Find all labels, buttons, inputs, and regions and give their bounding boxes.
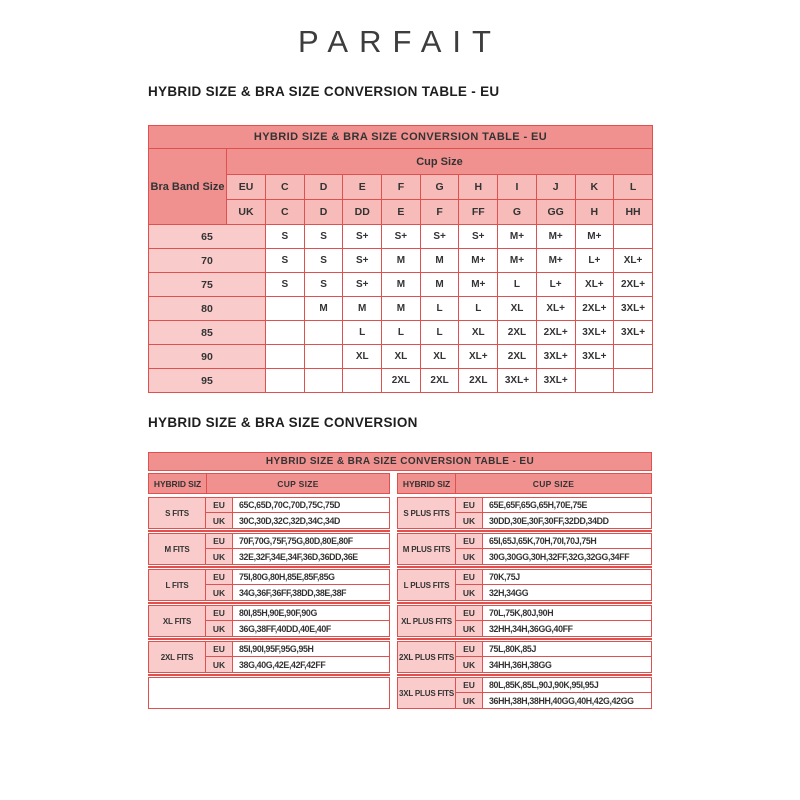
region-label-eu: EU <box>456 678 483 693</box>
size-group <box>148 605 390 637</box>
cup-letter-cell: F <box>420 200 459 225</box>
size-cell: M <box>382 249 421 273</box>
region-label-uk: UK <box>206 549 233 564</box>
size-group <box>148 569 390 601</box>
size-cell: 3XL+ <box>575 321 614 345</box>
size-cell: S <box>304 225 343 249</box>
band-size-cell: 70 <box>149 249 266 273</box>
size-cell: XL <box>420 345 459 369</box>
size-cell: L <box>420 321 459 345</box>
region-label-uk: UK <box>456 585 483 600</box>
size-cell: 3XL+ <box>575 345 614 369</box>
uk-sizes-value: 38G,40G,42E,42F,42FF <box>233 657 389 672</box>
group-separator <box>148 638 390 640</box>
size-cell: L <box>343 321 382 345</box>
cup-letter-cell: HH <box>614 200 653 225</box>
size-cell: S <box>304 249 343 273</box>
size-cell: L <box>459 297 498 321</box>
eu-sizes-value: 65I,65J,65K,70H,70I,70J,75H <box>483 534 651 549</box>
table2-right-panel <box>397 473 652 709</box>
size-group <box>397 497 652 529</box>
cup-letter-cell: E <box>382 200 421 225</box>
size-cell: 2XL <box>382 369 421 393</box>
size-cell: 2XL+ <box>575 297 614 321</box>
size-cell: S+ <box>343 249 382 273</box>
group-separator <box>397 674 652 676</box>
eu-sizes-value: 70L,75K,80J,90H <box>483 606 651 621</box>
size-cell <box>614 225 653 249</box>
band-row <box>149 249 653 273</box>
group-separator <box>148 602 390 604</box>
size-cell: M <box>420 273 459 297</box>
size-cell: M+ <box>459 249 498 273</box>
region-label-uk: UK <box>456 621 483 636</box>
eu-sizes-value: 70F,70G,75F,75G,80D,80E,80F <box>233 534 389 549</box>
size-group <box>148 533 390 565</box>
band-size-cell: 95 <box>149 369 266 393</box>
hybrid-size-label: 3XL PLUS FITS <box>398 678 456 708</box>
size-cell: M+ <box>536 225 575 249</box>
size-cell <box>266 297 305 321</box>
size-cell: L+ <box>536 273 575 297</box>
region-label-uk: UK <box>456 693 483 708</box>
bra-size-conversion-table <box>148 125 653 393</box>
region-label-eu: EU <box>206 498 233 513</box>
eu-sizes-value: 85I,90I,95F,95G,95H <box>233 642 389 657</box>
bra-size-conversion-table-wrap <box>148 125 653 393</box>
size-cell <box>304 345 343 369</box>
size-cell: M <box>382 273 421 297</box>
cup-letter-cell: J <box>536 175 575 200</box>
table2-columns <box>148 473 652 709</box>
size-cell: 2XL+ <box>614 273 653 297</box>
size-group <box>397 641 652 673</box>
group-separator <box>148 566 390 568</box>
band-row <box>149 321 653 345</box>
band-row <box>149 273 653 297</box>
size-cell <box>304 369 343 393</box>
size-cell: S+ <box>382 225 421 249</box>
hybrid-size-label: L FITS <box>149 570 206 600</box>
size-cell: M+ <box>575 225 614 249</box>
band-size-cell: 90 <box>149 345 266 369</box>
hybrid-size-column-header: HYBRID SIZ <box>398 474 456 493</box>
table2-left-panel <box>148 473 390 709</box>
size-cell: 3XL+ <box>536 345 575 369</box>
region-label-eu: EU <box>456 498 483 513</box>
brand-logo: PARFAIT <box>298 24 502 59</box>
region-label-eu: EU <box>206 534 233 549</box>
group-separator <box>397 638 652 640</box>
hybrid-size-label: XL FITS <box>149 606 206 636</box>
region-label-eu: EU <box>456 642 483 657</box>
uk-sizes-value: 32E,32F,34E,34F,36D,36DD,36E <box>233 549 389 564</box>
region-label-eu: EU <box>227 175 266 200</box>
uk-sizes-value: 36HH,38H,38HH,40GG,40H,42G,42GG <box>483 693 651 708</box>
band-size-cell: 75 <box>149 273 266 297</box>
hybrid-size-conversion-table <box>148 452 652 709</box>
group-separator <box>397 566 652 568</box>
cup-letter-cell: K <box>575 175 614 200</box>
size-cell <box>614 369 653 393</box>
size-cell: M <box>382 297 421 321</box>
size-cell: XL <box>498 297 537 321</box>
cup-letter-cell: C <box>266 175 305 200</box>
region-label-eu: EU <box>456 606 483 621</box>
size-group <box>397 605 652 637</box>
eu-sizes-value: 65C,65D,70C,70D,75C,75D <box>233 498 389 513</box>
size-cell: XL <box>343 345 382 369</box>
band-size-cell: 65 <box>149 225 266 249</box>
band-size-cell: 80 <box>149 297 266 321</box>
size-cell: XL+ <box>575 273 614 297</box>
size-cell <box>614 345 653 369</box>
size-cell: M <box>343 297 382 321</box>
eu-sizes-value: 80L,85K,85L,90J,90K,95I,95J <box>483 678 651 693</box>
cup-size-column-header: CUP SIZE <box>277 478 319 489</box>
size-group <box>397 677 652 709</box>
cup-letter-cell: GG <box>536 200 575 225</box>
band-row <box>149 297 653 321</box>
size-cell: S+ <box>420 225 459 249</box>
group-separator <box>397 602 652 604</box>
region-label-uk: UK <box>456 549 483 564</box>
size-cell: XL+ <box>536 297 575 321</box>
eu-sizes-value: 70K,75J <box>483 570 651 585</box>
hybrid-size-label: S PLUS FITS <box>398 498 456 528</box>
cup-size-column-header: CUP SIZE <box>532 478 575 489</box>
band-size-cell: 85 <box>149 321 266 345</box>
hybrid-size-label: S FITS <box>149 498 206 528</box>
size-cell: 2XL+ <box>536 321 575 345</box>
table2-right-header <box>397 473 652 494</box>
eu-sizes-value: 75L,80K,85J <box>483 642 651 657</box>
region-label-uk: UK <box>206 657 233 672</box>
uk-sizes-value: 32HH,34H,36GG,40FF <box>483 621 651 636</box>
size-cell <box>304 321 343 345</box>
uk-sizes-value: 34G,36F,36FF,38DD,38E,38F <box>233 585 389 600</box>
size-cell: S+ <box>343 225 382 249</box>
section1-heading: HYBRID SIZE & BRA SIZE CONVERSION TABLE - EU <box>148 84 500 99</box>
hybrid-size-label: XL PLUS FITS <box>398 606 456 636</box>
region-label-uk: UK <box>206 585 233 600</box>
size-group <box>148 497 390 529</box>
size-cell: M <box>304 297 343 321</box>
hybrid-size-column-header: HYBRID SIZ <box>149 474 207 493</box>
size-cell: L <box>420 297 459 321</box>
cup-letter-cell: D <box>304 175 343 200</box>
section2-heading: HYBRID SIZE & BRA SIZE CONVERSION <box>148 415 418 430</box>
hybrid-size-label: L PLUS FITS <box>398 570 456 600</box>
cup-letter-cell: C <box>266 200 305 225</box>
uk-sizes-value: 34HH,36H,38GG <box>483 657 651 672</box>
group-separator <box>148 674 390 676</box>
size-cell: L+ <box>575 249 614 273</box>
size-cell: M+ <box>536 249 575 273</box>
group-separator <box>397 530 652 532</box>
region-label-uk: UK <box>206 513 233 528</box>
region-label-uk: UK <box>456 513 483 528</box>
hybrid-size-label: M PLUS FITS <box>398 534 456 564</box>
eu-sizes-value: 80I,85H,90E,90F,90G <box>233 606 389 621</box>
size-cell: M <box>420 249 459 273</box>
region-label-eu: EU <box>456 570 483 585</box>
table2-title: HYBRID SIZE & BRA SIZE CONVERSION TABLE - EU <box>148 452 652 471</box>
size-cell: 2XL <box>420 369 459 393</box>
cup-letter-cell: D <box>304 200 343 225</box>
hybrid-size-label: 2XL PLUS FITS <box>398 642 456 672</box>
size-cell: 3XL+ <box>536 369 575 393</box>
size-cell: 2XL <box>498 345 537 369</box>
size-cell: XL <box>382 345 421 369</box>
uk-sizes-value: 30G,30GG,30H,32FF,32G,32GG,34FF <box>483 549 651 564</box>
size-cell: 3XL+ <box>614 321 653 345</box>
size-cell: XL+ <box>459 345 498 369</box>
region-label-eu: EU <box>206 606 233 621</box>
cup-size-header: Cup Size <box>227 149 653 175</box>
size-cell: M+ <box>498 249 537 273</box>
size-cell: S <box>304 273 343 297</box>
region-label-uk: UK <box>227 200 266 225</box>
size-cell <box>343 369 382 393</box>
cup-letter-cell: G <box>498 200 537 225</box>
empty-cell-block <box>148 677 390 709</box>
region-label-eu: EU <box>206 642 233 657</box>
band-row <box>149 345 653 369</box>
size-cell: M+ <box>498 225 537 249</box>
cup-letter-cell: G <box>420 175 459 200</box>
cup-letter-cell: I <box>498 175 537 200</box>
band-row <box>149 225 653 249</box>
cup-letter-cell: L <box>614 175 653 200</box>
size-cell: S <box>266 273 305 297</box>
size-cell: XL <box>459 321 498 345</box>
region-label-uk: UK <box>206 621 233 636</box>
size-cell: 3XL+ <box>498 369 537 393</box>
cup-letter-cell: DD <box>343 200 382 225</box>
size-group <box>397 533 652 565</box>
size-cell: XL+ <box>614 249 653 273</box>
uk-sizes-value: 30C,30D,32C,32D,34C,34D <box>233 513 389 528</box>
uk-sizes-value: 32H,34GG <box>483 585 651 600</box>
uk-sizes-value: 36G,38FF,40DD,40E,40F <box>233 621 389 636</box>
size-group <box>397 569 652 601</box>
size-cell: S <box>266 249 305 273</box>
size-cell <box>266 345 305 369</box>
cup-letter-cell: E <box>343 175 382 200</box>
size-cell <box>575 369 614 393</box>
size-group <box>148 641 390 673</box>
cup-letter-cell: H <box>575 200 614 225</box>
size-cell: L <box>382 321 421 345</box>
region-label-eu: EU <box>206 570 233 585</box>
size-cell <box>266 369 305 393</box>
cup-letter-cell: H <box>459 175 498 200</box>
size-cell: 3XL+ <box>614 297 653 321</box>
size-cell: 2XL <box>498 321 537 345</box>
region-label-uk: UK <box>456 657 483 672</box>
table2-left-header <box>148 473 390 494</box>
band-size-header: Bra Band Size <box>149 149 227 225</box>
size-cell: 2XL <box>459 369 498 393</box>
eu-sizes-value: 65E,65F,65G,65H,70E,75E <box>483 498 651 513</box>
size-cell: S+ <box>459 225 498 249</box>
cup-letter-cell: F <box>382 175 421 200</box>
eu-sizes-value: 75I,80G,80H,85E,85F,85G <box>233 570 389 585</box>
size-cell: S+ <box>343 273 382 297</box>
hybrid-size-label: 2XL FITS <box>149 642 206 672</box>
size-cell: L <box>498 273 537 297</box>
size-cell: M+ <box>459 273 498 297</box>
hybrid-size-label: M FITS <box>149 534 206 564</box>
cup-letter-cell: FF <box>459 200 498 225</box>
region-label-eu: EU <box>456 534 483 549</box>
size-cell <box>266 321 305 345</box>
table1-title: HYBRID SIZE & BRA SIZE CONVERSION TABLE - EU <box>149 126 653 149</box>
size-cell: S <box>266 225 305 249</box>
group-separator <box>148 530 390 532</box>
band-row <box>149 369 653 393</box>
uk-sizes-value: 30DD,30E,30F,30FF,32DD,34DD <box>483 513 651 528</box>
